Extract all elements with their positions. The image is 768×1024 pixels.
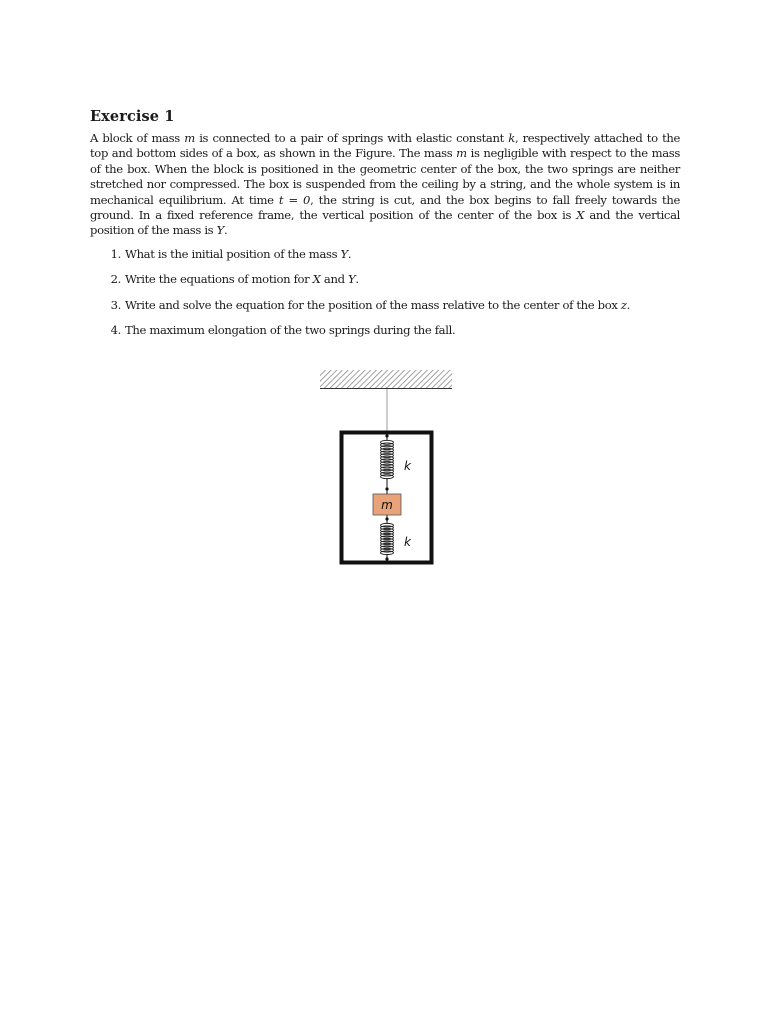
question-item xyxy=(90,323,680,338)
question-fragment: Write the equations of motion for xyxy=(125,272,313,287)
ceiling xyxy=(320,370,452,388)
top-spring-label: k xyxy=(404,459,411,473)
question-number: 1. xyxy=(110,246,121,261)
question-number: 2. xyxy=(110,272,121,287)
symbol-X: X xyxy=(576,208,585,223)
exercise-title: Exercise 1 xyxy=(90,108,175,125)
symbol-k: k xyxy=(508,131,515,145)
question-number: 4. xyxy=(110,323,121,338)
bottom-spring-label: k xyxy=(404,535,411,549)
symbol-t0: t = 0 xyxy=(278,192,311,207)
statement-text: , the string is cut, and the box begins to fall freely towards the ground. In a fixed reference frame, the vertical position of the center of the box is xyxy=(90,192,680,223)
question-fragment: What is the initial position of the mass xyxy=(125,246,341,261)
question-fragment: . xyxy=(347,246,352,261)
statement-text: , respectively attached to the top and bottom sides of a box, as shown in the Figure. The mass xyxy=(90,131,681,161)
bottom-spring xyxy=(381,523,394,560)
question-item xyxy=(90,247,680,262)
question-text xyxy=(122,298,680,313)
statement-text: and the vertical position of the mass is xyxy=(90,208,680,238)
symbol-m: m xyxy=(456,146,467,161)
symbol-z: z xyxy=(620,297,627,312)
symbol-Y: Y xyxy=(216,223,224,238)
document-page xyxy=(90,108,680,349)
question-item xyxy=(90,272,680,287)
figure-drawing xyxy=(312,366,458,574)
question-number: 3. xyxy=(110,297,121,312)
question-fragment: . xyxy=(355,272,359,287)
statement-text: is connected to a pair of springs with elastic constant xyxy=(194,131,509,145)
statement-text: . xyxy=(223,223,228,238)
mass-label: m xyxy=(381,498,393,512)
question-fragment: and xyxy=(320,272,348,287)
symbol-X: X xyxy=(312,272,321,287)
question-text xyxy=(122,272,680,287)
spring-box-figure xyxy=(312,366,458,574)
question-text xyxy=(122,247,680,262)
statement-text: is negligible with respect to the mass of the box. When the block is positioned in the geometric center of the box, the two springs are neither stretched nor compressed. The box is suspended from the ceiling by a string, and the whole system is in mechanical equilibrium. At time xyxy=(90,146,681,207)
question-list xyxy=(90,247,680,339)
symbol-m: m xyxy=(184,131,195,145)
question-fragment: . xyxy=(626,297,630,312)
statement-text: A block of mass xyxy=(90,131,185,145)
symbol-Y: Y xyxy=(340,246,348,261)
top-spring xyxy=(381,434,394,486)
question-item xyxy=(90,298,680,313)
question-text xyxy=(122,323,680,338)
problem-statement xyxy=(90,131,680,239)
question-fragment: Write and solve the equation for the position of the mass relative to the center of the box xyxy=(125,297,621,312)
question-fragment: The maximum elongation of the two springs during the fall. xyxy=(125,323,456,338)
symbol-Y: Y xyxy=(348,272,356,287)
